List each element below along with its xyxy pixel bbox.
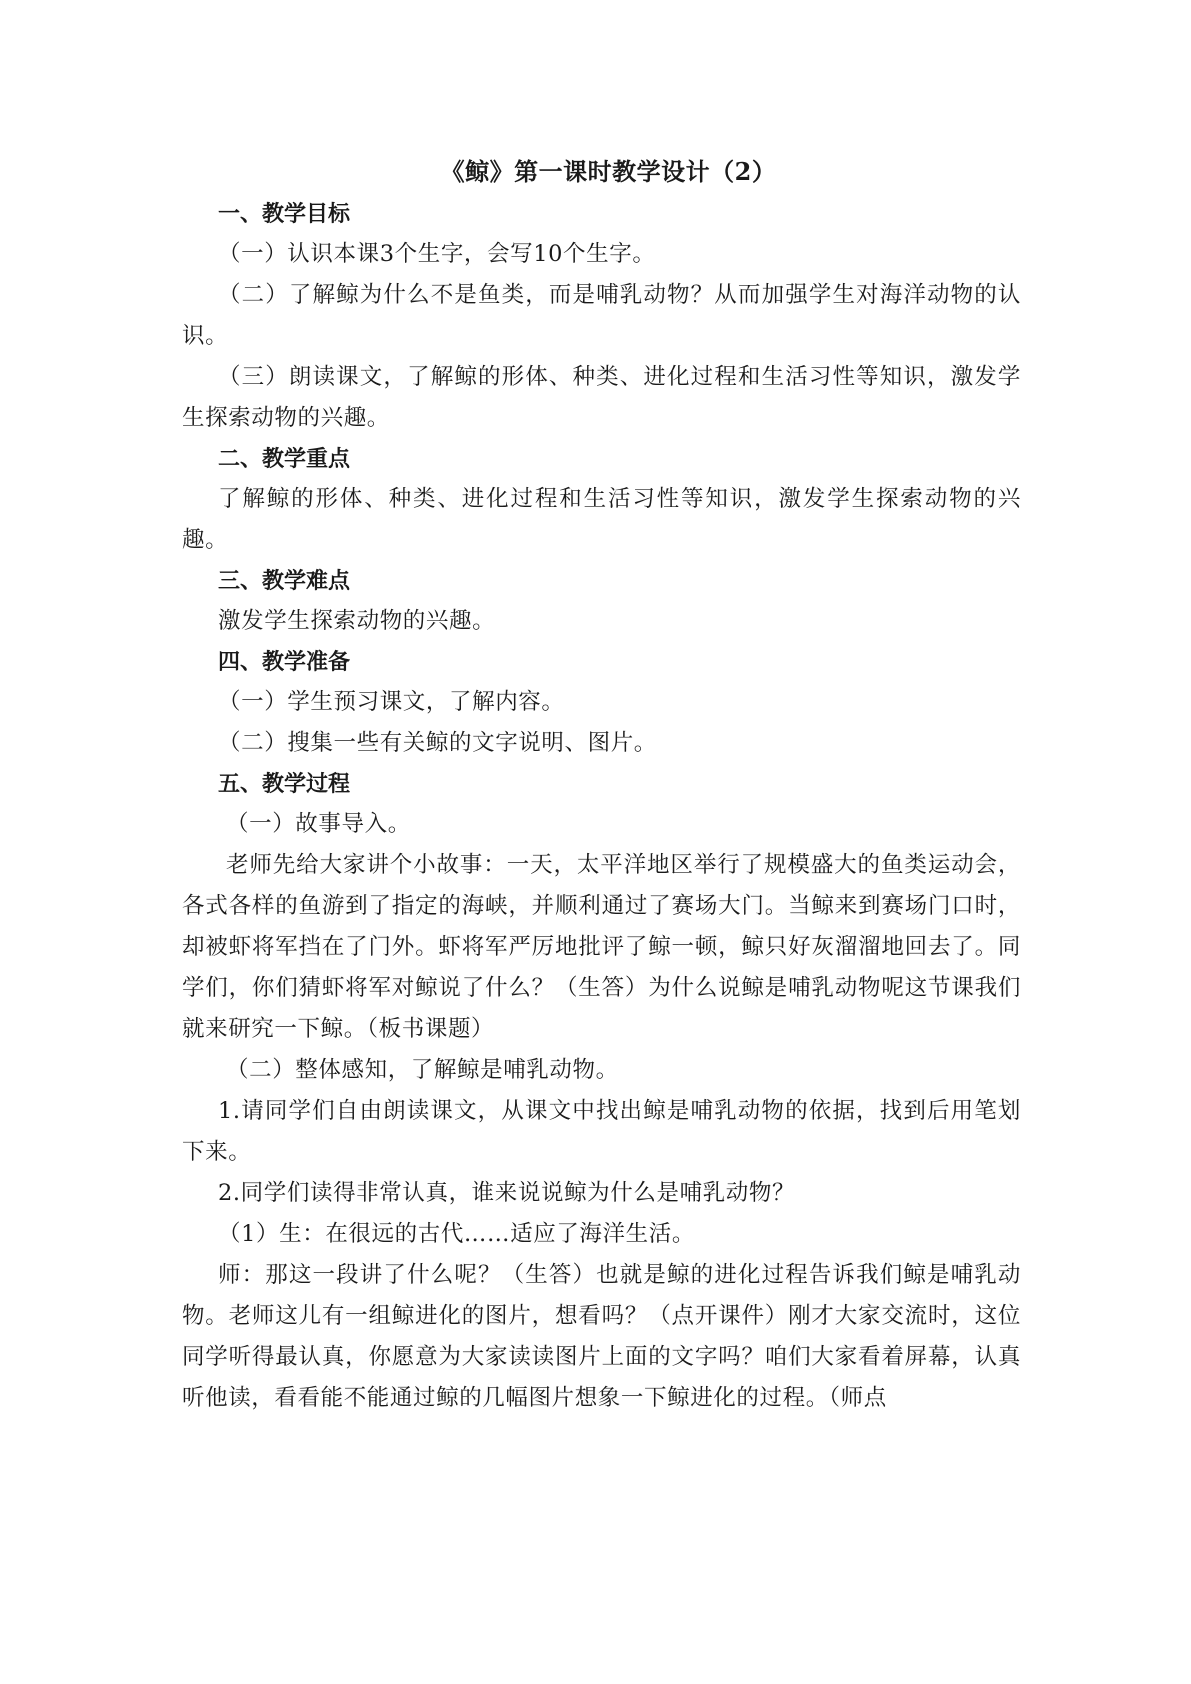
paragraph: 2.同学们读得非常认真，谁来说说鲸为什么是哺乳动物？ [218, 1180, 796, 1206]
paragraph: （一）学生预习课文，了解内容。 [218, 689, 565, 715]
document-title: 《鲸》第一课时教学设计（2） [440, 157, 777, 186]
section-heading-difficulties: 三、教学难点 [218, 568, 351, 594]
paragraph: 激发学生探索动物的兴趣。 [218, 608, 496, 634]
paragraph: （二）了解鲸为什么不是鱼类，而是哺乳动物？从而加强学生对海洋动物的认识。 [182, 282, 1021, 349]
section-heading-key-points: 二、教学重点 [218, 446, 351, 472]
paragraph: （二）整体感知，了解鲸是哺乳动物。 [226, 1057, 619, 1083]
paragraph: （一）认识本课3个生字，会写10个生字。 [218, 241, 656, 267]
paragraph: （一）故事导入。 [226, 811, 411, 837]
paragraph: 老师先给大家讲个小故事：一天，太平洋地区举行了规模盛大的鱼类运动会，各式各样的鱼游到了指定的海峡，并顺利通过了赛场大门。当鲸来到赛场门口时，却被虾将军挡在了门外。虾将军严厉地批评了鲸一顿，鲸只好灰溜溜地回去了。同学们，你们猜虾将军对鲸说了什么？（生答）为什么说鲸是哺乳动物呢这节课我们就来研究一下鲸。（板书课题） [182, 852, 1021, 1042]
section-heading-process: 五、教学过程 [218, 771, 351, 797]
section-heading-preparation: 四、教学准备 [218, 649, 351, 675]
section-heading-objectives: 一、教学目标 [218, 201, 351, 227]
paragraph: （1）生：在很远的古代……适应了海洋生活。 [218, 1221, 695, 1247]
paragraph: （二）搜集一些有关鲸的文字说明、图片。 [218, 730, 657, 756]
paragraph: 师：那这一段讲了什么呢？（生答）也就是鲸的进化过程告诉我们鲸是哺乳动物。老师这儿有一组鲸进化的图片，想看吗？（点开课件）刚才大家交流时，这位同学听得最认真，你愿意为大家读读图片上面的文字吗？咱们大家看着屏幕，认真听他读，看看能不能通过鲸的几幅图片想象一下鲸进化的过程。（师点 [182, 1262, 1021, 1411]
paragraph: （三）朗读课文，了解鲸的形体、种类、进化过程和生活习性等知识，激发学生探索动物的兴趣。 [182, 364, 1021, 431]
paragraph: 1.请同学们自由朗读课文，从课文中找出鲸是哺乳动物的依据，找到后用笔划下来。 [182, 1098, 1021, 1165]
paragraph: 了解鲸的形体、种类、进化过程和生活习性等知识，激发学生探索动物的兴趣。 [182, 486, 1021, 553]
